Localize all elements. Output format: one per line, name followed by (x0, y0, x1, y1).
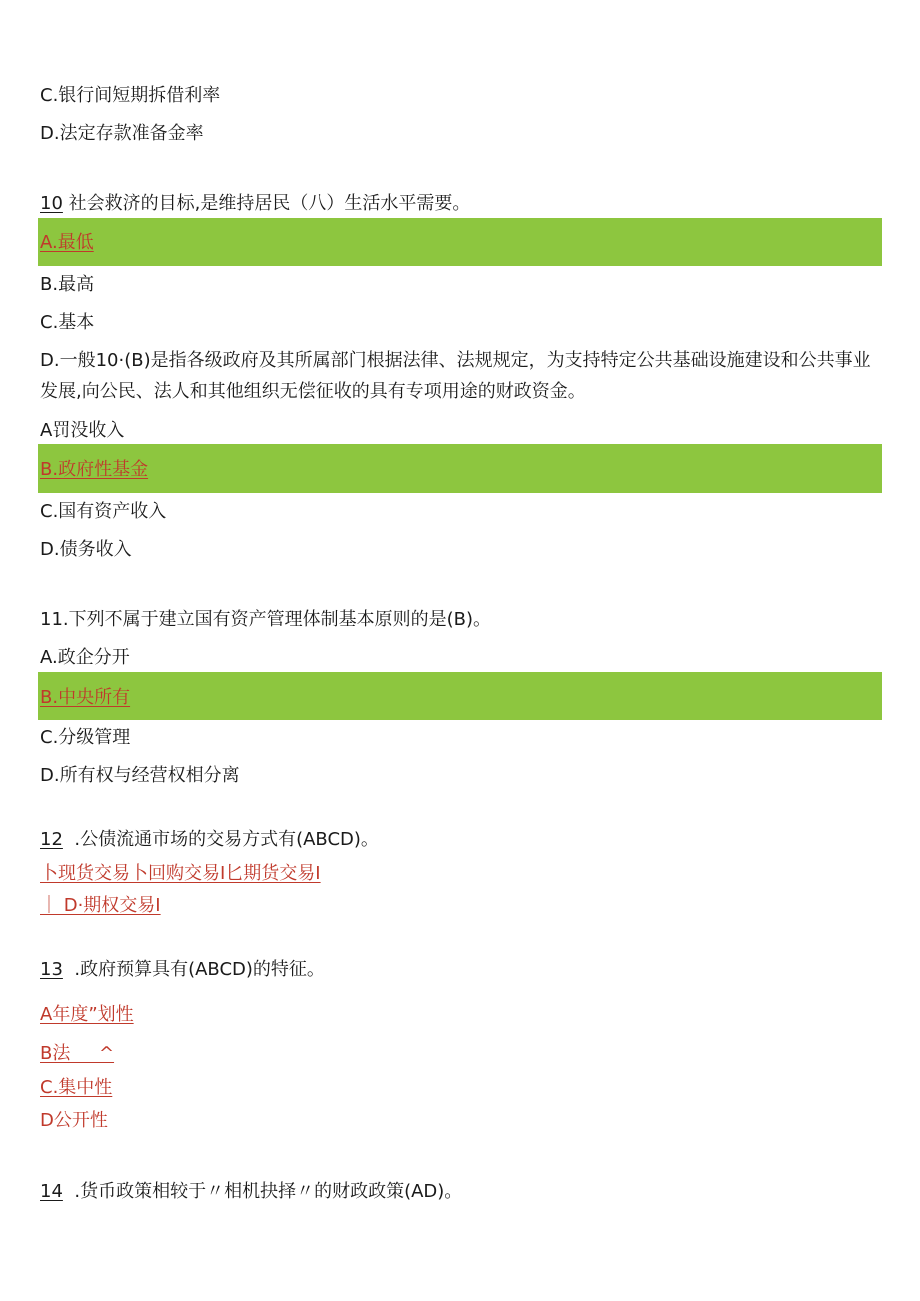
q13-stem-text: .政府预算具有(ABCD)的特征。 (62, 959, 325, 980)
q14-number: 14 (40, 1181, 63, 1202)
q13-option-d-answer: D公开性 (40, 1110, 108, 1131)
q10-number: 10 (40, 193, 63, 214)
q13-number: 13 (40, 959, 63, 980)
q11-option-b-answer: B.中央所有 (40, 687, 131, 708)
q10-option-c: C.基本 (40, 312, 95, 333)
q11-option-a: A.政企分开 (40, 647, 130, 668)
q12-answers-line1: 卜现货交易卜回购交易I匕期货交易I (40, 863, 321, 884)
q13-stem (40, 958, 325, 982)
q10-option-b: B.最高 (40, 274, 95, 295)
q11-answer-highlight (38, 672, 882, 720)
q10-answer-highlight (38, 218, 882, 266)
q14-stem-text: .货币政策相较于〃相机抉择〃的财政政策(AD)。 (62, 1181, 463, 1202)
q9-option-c: C.银行间短期拆借利率 (40, 85, 221, 106)
q10-stem (40, 192, 470, 216)
q10-option-d-merged: D.一般10·(B)是指各级政府及其所属部门根据法律、法规规定，为支持特定公共基础设施建设和公共事业发展,向公民、法人和其他组织无偿征收的具有专项用途的财政资金。 (40, 350, 871, 402)
q10b-answer-highlight (38, 444, 882, 493)
q10-option-a-answer: A.最低 (40, 232, 94, 253)
q10-stem-text: 社会救济的目标,是维持居民（八）生活水平需要。 (62, 193, 471, 214)
q14-stem (40, 1180, 462, 1204)
q9-option-d: D.法定存款准备金率 (40, 123, 204, 144)
q11-stem: 11.下列不属于建立国有资产管理体制基本原则的是(B)。 (40, 609, 492, 630)
q12-number: 12 (40, 829, 63, 850)
q10b-option-b-answer: B.政府性基金 (40, 459, 149, 480)
q11-option-c: C.分级管理 (40, 727, 131, 748)
q13-option-b-answer: B法 ^ (40, 1043, 115, 1064)
q12-answers-line2: ｜ D·期权交易I (40, 895, 161, 916)
q13-option-c-answer: C.集中性 (40, 1077, 113, 1098)
q12-stem (40, 828, 379, 852)
q11-option-d: D.所有权与经营权相分离 (40, 765, 240, 786)
q13-option-a-answer: A年度”划性 (40, 1004, 134, 1025)
q10b-option-d: D.债务收入 (40, 539, 132, 560)
q12-stem-text: .公债流通市场的交易方式有(ABCD)。 (62, 829, 379, 850)
q10b-option-a: A罚没收入 (40, 420, 125, 441)
q10b-option-c: C.国有资产收入 (40, 501, 167, 522)
